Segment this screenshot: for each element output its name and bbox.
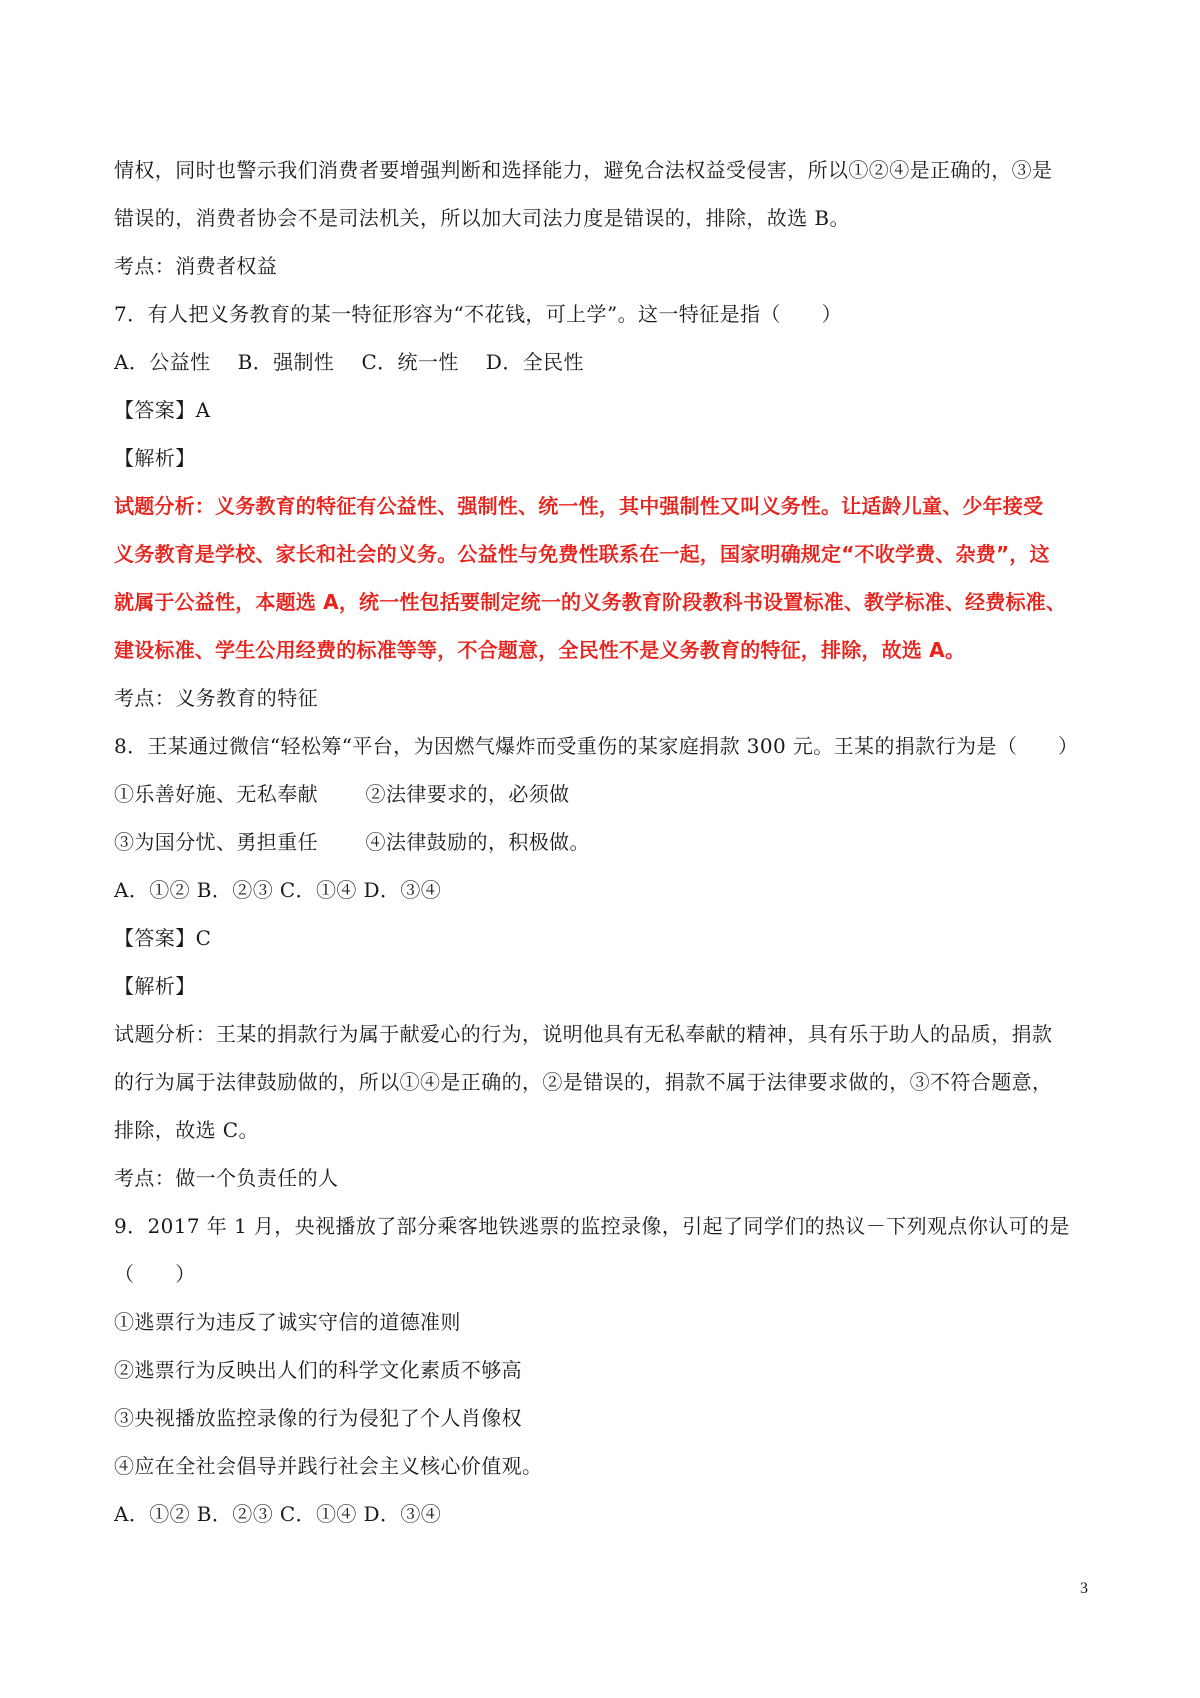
text-line: 错误的，消费者协会不是司法机关，所以加大司法力度是错误的，排除，故选 B。	[114, 206, 850, 230]
question-9-statement: ③央视播放监控录像的行为侵犯了个人肖像权	[114, 1406, 522, 1430]
analysis-text-red: 就属于公益性，本题选 A，统一性包括要制定统一的义务教育阶段教科书设置标准、教学标准、经费标准、	[114, 590, 1067, 614]
knowledge-point: 考点：义务教育的特征	[114, 686, 318, 710]
analysis-text-red: 建设标准、学生公用经费的标准等等，不合题意，全民性不是义务教育的特征，排除，故选 A。	[114, 638, 966, 662]
analysis-text: 的行为属于法律鼓励做的，所以①④是正确的，②是错误的，捐款不属于法律要求做的，③不符合题意，	[114, 1070, 1053, 1094]
analysis-text: 排除，故选 C。	[114, 1118, 259, 1142]
question-7-options: A．公益性 B．强制性 C．统一性 D．全民性	[114, 350, 584, 374]
answer-label: 【答案】A	[114, 398, 211, 422]
text-line: 情权，同时也警示我们消费者要增强判断和选择能力，避免合法权益受侵害，所以①②④是正确的，③是	[114, 158, 1053, 182]
question-9-statement: ②逃票行为反映出人们的科学文化素质不够高	[114, 1358, 522, 1382]
analysis-text-red: 义务教育是学校、家长和社会的义务。公益性与免费性联系在一起，国家明确规定“不收学费、杂费”，这	[114, 542, 1050, 566]
knowledge-point: 考点：做一个负责任的人	[114, 1166, 339, 1190]
question-8: 8．王某通过微信“轻松筹“平台，为因燃气爆炸而受重伤的某家庭捐款 300 元。王某的捐款行为是（ ）	[114, 734, 1079, 758]
analysis-text: 试题分析：王某的捐款行为属于献爱心的行为，说明他具有无私奉献的精神，具有乐于助人的品质，捐款	[114, 1022, 1053, 1046]
question-8-statements: ③为国分忧、勇担重任 ④法律鼓励的，积极做。	[114, 830, 590, 854]
question-9: 9．2017 年 1 月，央视播放了部分乘客地铁逃票的监控录像，引起了同学们的热议－下列观点你认可的是	[114, 1214, 1070, 1238]
question-7: 7．有人把义务教育的某一特征形容为“不花钱，可上学”。这一特征是指（ ）	[114, 302, 842, 326]
question-9-statement: ①逃票行为违反了诚实守信的道德准则	[114, 1310, 461, 1334]
page-number: 3	[1080, 1580, 1088, 1597]
analysis-text-red: 试题分析：义务教育的特征有公益性、强制性、统一性，其中强制性又叫义务性。让适龄儿童、少年接受	[114, 494, 1044, 518]
page-content	[114, 146, 1104, 1538]
question-9-statement: ④应在全社会倡导并践行社会主义核心价值观。	[114, 1454, 543, 1478]
analysis-label: 【解析】	[114, 446, 196, 470]
question-8-options: A．①② B．②③ C．①④ D．③④	[114, 878, 442, 902]
question-9-blank: （ ）	[114, 1262, 196, 1286]
knowledge-point: 考点：消费者权益	[114, 254, 278, 278]
answer-label: 【答案】C	[114, 926, 212, 950]
analysis-label: 【解析】	[114, 974, 196, 998]
question-9-options: A．①② B．②③ C．①④ D．③④	[114, 1502, 442, 1526]
question-8-statements: ①乐善好施、无私奉献 ②法律要求的，必须做	[114, 782, 570, 806]
